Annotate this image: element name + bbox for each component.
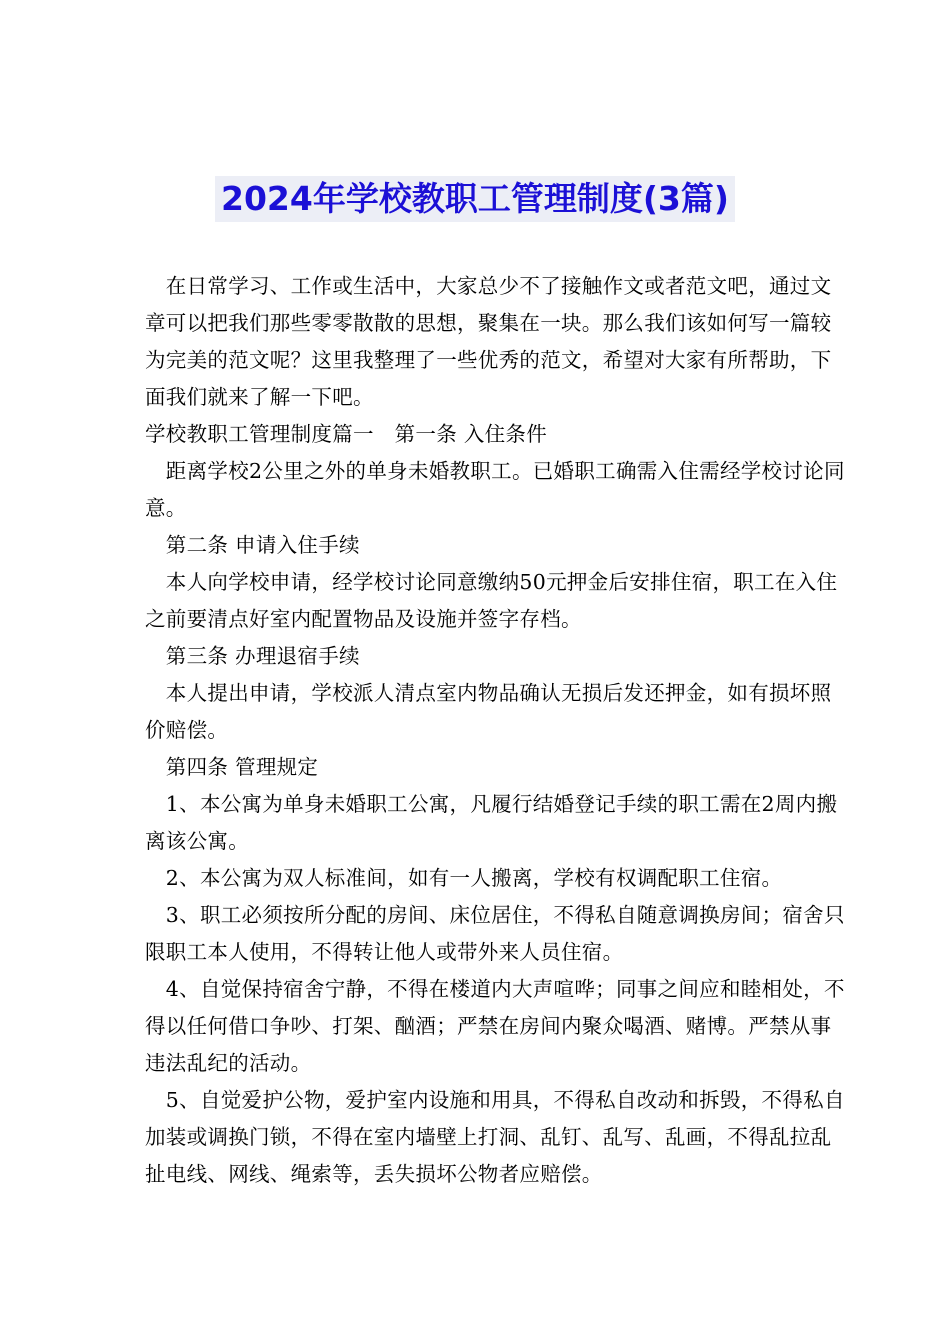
list-item: 1、本公寓为单身未婚职工公寓，凡履行结婚登记手续的职工需在2周内搬离该公寓。 <box>145 792 838 853</box>
page-title-text: 2024年学校教职工管理制度(3篇) <box>215 176 735 222</box>
article-heading: 第二条 申请入住手续 <box>145 533 360 557</box>
page-title <box>0 176 950 222</box>
article-heading: 第三条 办理退宿手续 <box>145 644 360 668</box>
section-heading: 学校教职工管理制度篇一 第一条 入住条件 <box>145 422 548 446</box>
article-heading: 第四条 管理规定 <box>145 755 319 779</box>
paragraph: 本人提出申请，学校派人清点室内物品确认无损后发还押金，如有损坏照价赔偿。 <box>145 681 832 742</box>
intro-paragraph: 在日常学习、工作或生活中，大家总少不了接触作文或者范文吧，通过文章可以把我们那些零零散散的思想，聚集在一块。那么我们该如何写一篇较为完美的范文呢？这里我整理了一些优秀的范文，希望对大家有所帮助，下面我们就来了解一下吧。 <box>145 274 832 409</box>
list-item: 4、自觉保持宿舍宁静，不得在楼道内大声喧哗；同事之间应和睦相处，不得以任何借口争吵、打架、酗酒；严禁在房间内聚众喝酒、赌博。严禁从事违法乱纪的活动。 <box>145 977 845 1075</box>
list-item: 5、自觉爱护公物，爱护室内设施和用具，不得私自改动和拆毁，不得私自加装或调换门锁，不得在室内墙壁上打洞、乱钉、乱写、乱画，不得乱拉乱扯电线、网线、绳索等，丢失损坏公物者应赔偿。 <box>145 1088 845 1186</box>
paragraph: 本人向学校申请，经学校讨论同意缴纳50元押金后安排住宿，职工在入住之前要清点好室内配置物品及设施并签字存档。 <box>145 570 838 631</box>
paragraph: 距离学校2公里之外的单身未婚教职工。已婚职工确需入住需经学校讨论同意。 <box>145 459 845 520</box>
list-item: 2、本公寓为双人标准间，如有一人搬离，学校有权调配职工住宿。 <box>145 866 783 890</box>
document-body <box>145 268 845 1193</box>
list-item: 3、职工必须按所分配的房间、床位居住，不得私自随意调换房间；宿舍只限职工本人使用，不得转让他人或带外来人员住宿。 <box>145 903 845 964</box>
